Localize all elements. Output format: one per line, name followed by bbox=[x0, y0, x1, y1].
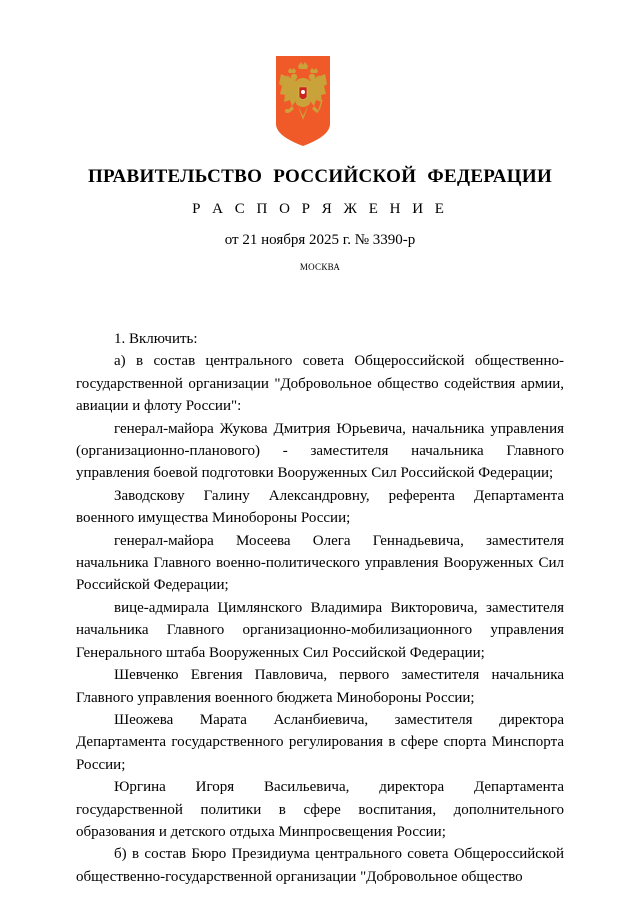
order-date-number: от 21 ноября 2025 г. № 3390-р bbox=[224, 232, 416, 248]
paragraph: Шевченко Евгения Павловича, первого заместителя начальника Главного управления военного бюджета Минобороны России; bbox=[76, 667, 564, 706]
city-label: МОСКВА bbox=[299, 262, 341, 272]
order-body bbox=[76, 328, 564, 888]
coat-of-arms-icon bbox=[276, 56, 330, 146]
government-title: ПРАВИТЕЛЬСТВО РОССИЙСКОЙ ФЕДЕРАЦИИ bbox=[87, 166, 553, 187]
paragraph: 1. Включить: bbox=[114, 331, 198, 347]
paragraph: Заводскову Галину Александровну, референта Департамента военного имущества Минобороны России; bbox=[76, 487, 564, 527]
paragraph: а) в состав центрального совета Общероссийской общественно-государственной организации "Добровольное общество содействия армии, авиации и флоту России": bbox=[76, 353, 564, 415]
paragraph: вице-адмирала Цимлянского Владимира Викторовича, заместителя начальника Главного организационно-мобилизационного управления Генерального штаба Вооруженных Сил Российской Федерации; bbox=[76, 599, 564, 661]
emblem bbox=[276, 56, 330, 146]
paragraph: генерал-майора Жукова Дмитрия Юрьевича, начальника управления (организационно-планового) - заместителя начальника Главного управления боевой подготовки Вооруженных Сил Российской Федерации; bbox=[76, 420, 564, 482]
paragraph: Юргина Игоря Васильевича, директора Департамента государственной политики в сфере воспитания, дополнительного образования и детского отдыха Минпросвещения России; bbox=[76, 779, 564, 840]
paragraph: Шеожева Марата Асланбиевича, заместителя директора Департамента государственного регулирования в сфере спорта Минспорта России; bbox=[76, 711, 564, 773]
paragraph: генерал-майора Мосеева Олега Геннадьевича, заместителя начальника Главного военно-политического управления Вооруженных Сил Российской Федерации; bbox=[76, 532, 564, 594]
paragraph: б) в состав Бюро Президиума центрального совета Общероссийской общественно-государственной организации "Добровольное общество bbox=[76, 846, 564, 885]
document-type: Р А С П О Р Я Ж Е Н И Е bbox=[192, 201, 448, 217]
